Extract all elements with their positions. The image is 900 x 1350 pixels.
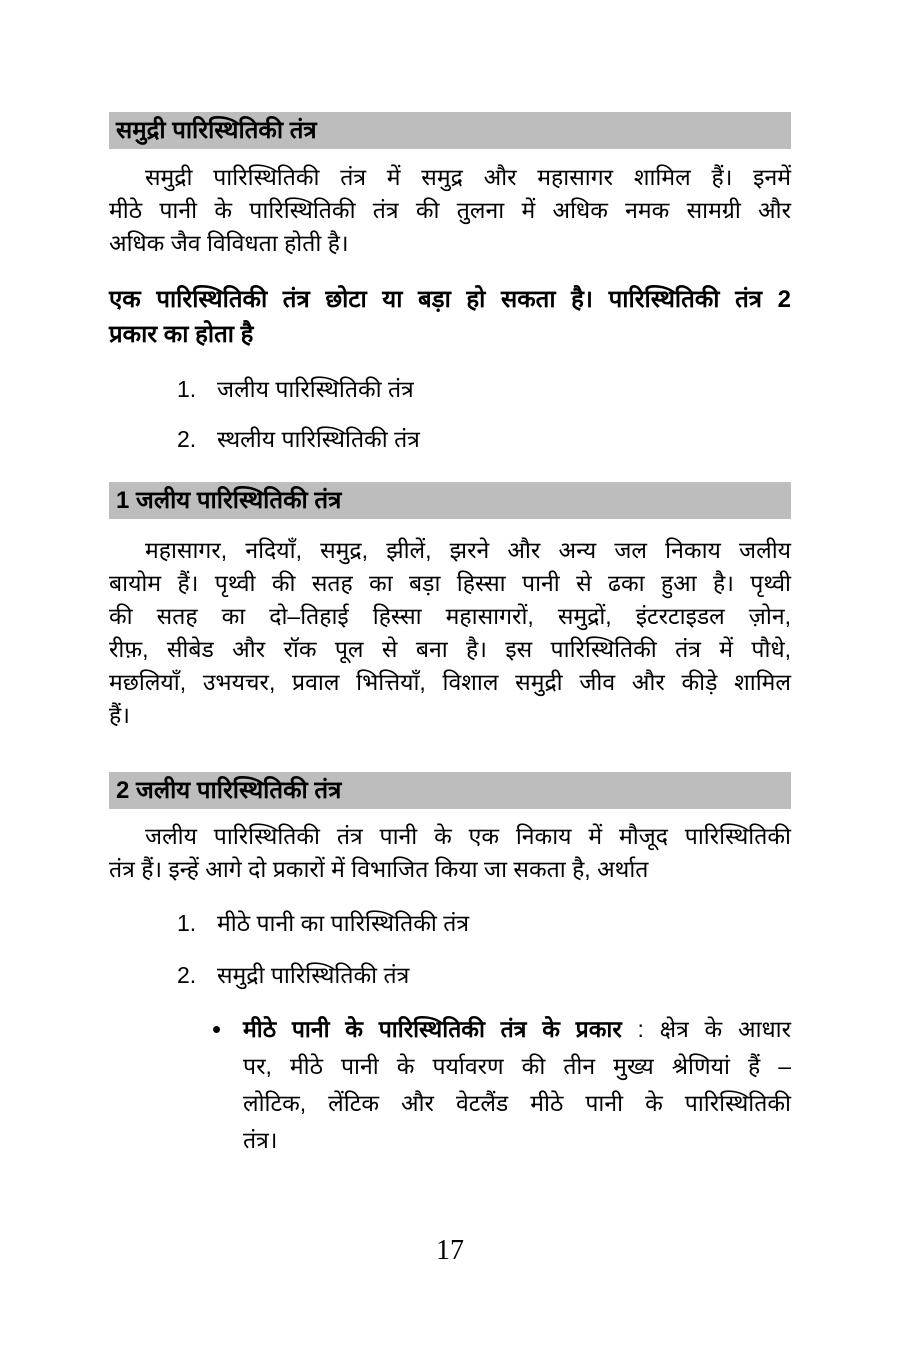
text-line: एक पारिस्थितिकी तंत्र छोटा या बड़ा हो सकता है। पारिस्थितिकी तंत्र 2 bbox=[109, 286, 791, 313]
bullet-text bbox=[243, 1011, 791, 1159]
section-heading-aquatic-1: 1 जलीय पारिस्थितिकी तंत्र bbox=[109, 482, 791, 519]
list-item bbox=[177, 910, 791, 936]
text-line: जलीय पारिस्थितिकी तंत्र पानी के एक निकाय में मौजूद पारिस्थितिकी bbox=[145, 823, 791, 849]
paragraph-aquatic-biome bbox=[109, 534, 791, 732]
paragraph-marine-ecosystem bbox=[109, 161, 791, 260]
text-line: बायोम हैं। पृथ्वी की सतह का बड़ा हिस्सा पानी से ढका हुआ है। पृथ्वी bbox=[109, 570, 791, 596]
text-line: मीठे पानी के पारिस्थितिकी तंत्र की तुलना में अधिक नमक सामग्री और bbox=[109, 197, 791, 223]
list-item-label: मीठे पानी का पारिस्थितिकी तंत्र bbox=[217, 910, 470, 936]
text-line: समुद्री पारिस्थितिकी तंत्र में समुद्र और महासागर शामिल हैं। इनमें bbox=[145, 164, 791, 190]
list-item-number: 1. bbox=[177, 910, 197, 936]
text-line: हैं। bbox=[109, 702, 130, 728]
bullet-lead-rest: : क्षेत्र के आधार bbox=[621, 1016, 791, 1042]
list-item-number: 2. bbox=[177, 426, 197, 452]
text-line: की सतह का दो–तिहाई हिस्सा महासागरों, समुद्रों, इंटरटाइडल ज़ोन, bbox=[109, 603, 791, 629]
aquatic-ecosystem-list bbox=[109, 910, 791, 988]
paragraph-aquatic-division bbox=[109, 820, 791, 886]
list-item-number: 1. bbox=[177, 376, 197, 402]
text-line: तंत्र हैं। इन्हें आगे दो प्रकारों में विभाजित किया जा सकता है, अर्थात bbox=[109, 856, 649, 882]
bullet-bold-lead: मीठे पानी के पारिस्थितिकी तंत्र के प्रकार bbox=[243, 1016, 622, 1042]
list-item-label: स्थलीय पारिस्थितिकी तंत्र bbox=[217, 426, 420, 452]
section-heading-aquatic-2: 2 जलीय पारिस्थितिकी तंत्र bbox=[109, 772, 791, 809]
page-number: 17 bbox=[436, 1235, 464, 1266]
ecosystem-types-list bbox=[109, 376, 791, 452]
bullet-icon: • bbox=[212, 1014, 222, 1044]
bullet-item-freshwater-types bbox=[212, 1011, 791, 1159]
text-line: पर, मीठे पानी के पर्यावरण की तीन मुख्य श्रेणियां हैं – bbox=[243, 1053, 791, 1079]
text-line: रीफ़, सीबेड और रॉक पूल से बना है। इस पारिस्थितिकी तंत्र में पौधे, bbox=[109, 636, 791, 662]
bullet-first-line bbox=[243, 1011, 791, 1048]
section-heading-marine-ecosystem: समुद्री पारिस्थितिकी तंत्र bbox=[109, 112, 791, 149]
list-item-label: समुद्री पारिस्थितिकी तंत्र bbox=[217, 962, 410, 988]
list-item bbox=[177, 426, 791, 452]
text-line: मछलियाँ, उभयचर, प्रवाल भित्तियाँ, विशाल समुद्री जीव और कीड़े शामिल bbox=[109, 669, 791, 695]
text-line: महासागर, नदियाँ, समुद्र, झीलें, झरने और अन्य जल निकाय जलीय bbox=[145, 537, 791, 563]
list-item-number: 2. bbox=[177, 962, 197, 988]
list-item-label: जलीय पारिस्थितिकी तंत्र bbox=[217, 376, 414, 402]
text-line: तंत्र। bbox=[243, 1127, 278, 1153]
bullet-continuation-lines bbox=[243, 1048, 791, 1159]
text-line: अधिक जैव विविधता होती है। bbox=[109, 230, 349, 256]
list-item bbox=[177, 962, 791, 988]
list-item bbox=[177, 376, 791, 402]
text-line: प्रकार का होता है bbox=[109, 321, 254, 348]
subheading-ecosystem-types bbox=[109, 282, 791, 352]
text-line: लोटिक, लेंटिक और वेटलैंड मीठे पानी के पारिस्थितिकी bbox=[243, 1090, 791, 1116]
